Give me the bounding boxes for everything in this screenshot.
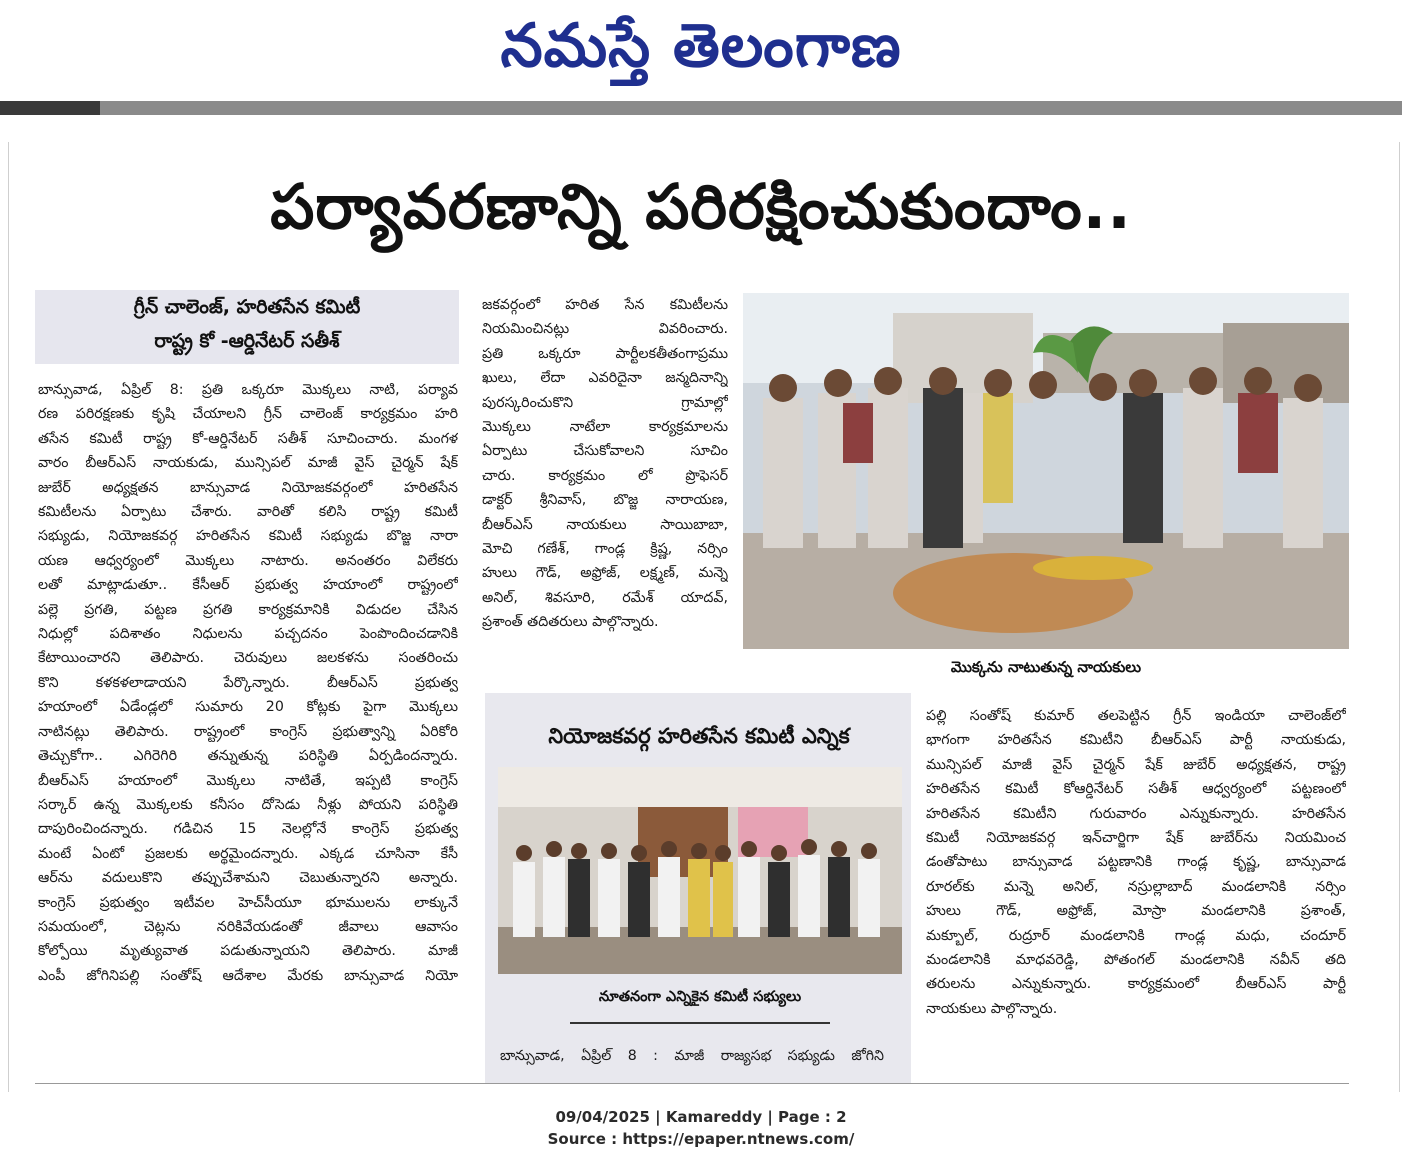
article-column-3 — [926, 704, 1346, 1021]
text-line: ఏర్పాటు చేసుకోవాలని సూచిం — [482, 443, 728, 460]
text-line: హులు గౌడ్, అఫ్రోజ్, లక్ష్మణ్, మన్నె — [482, 565, 728, 582]
text-line: నాటినట్లు తెలిపారు. రాష్ట్రంలో కాంగ్రెస్ ప్రభుత్వాన్ని ఏరికోరి — [38, 723, 458, 740]
text-line: హులు గౌడ్, అఫ్రోజ్, మోస్రా మండలానికి ప్రశాంత్, — [926, 903, 1346, 920]
text-line: కాంగ్రెస్ ప్రభుత్వం ఇటీవల హెచ్‌సీయూ భూములను లాక్కునే — [38, 894, 458, 911]
text-line: మున్సిపల్ మాజీ వైస్ చైర్మన్ షేక్ జుబేర్ అధ్యక్షతన, రాష్ట్ర — [926, 756, 1346, 773]
footer — [0, 1106, 1402, 1150]
text-line: హరితసేన కమిటీ కోఆర్డినేటర్ సతీశ్ ఆధ్వర్యంలో పట్టణంలో — [926, 781, 1346, 798]
masthead-rule-grey — [100, 101, 1402, 115]
text-line: భాగంగా హరితసేన కమిటీని బీఆర్ఎస్ పార్టీ నాయకుడు, — [926, 732, 1346, 749]
text-line: లతో మాట్లాడుతూ.. కేసీఆర్ ప్రభుత్వ హయాంలో రాష్ట్రంలో — [38, 577, 458, 594]
text-line: బీఆర్ఎస్ హయాంలో మొక్కలు నాటితే, ఇప్పటి కాంగ్రెస్ — [38, 772, 458, 789]
text-line: తెచ్చుకోగా.. ఎగిరెగిరి తన్నుతున్న పరిస్థితి ఏర్పడిందన్నారు. — [38, 748, 458, 765]
text-line: కేటాయించారని తెలిపారు. చెరువులు జలకళను సంతరించు — [38, 650, 458, 667]
text-line: కమిటీలను ఏర్పాటు చేశారు. వారితో కలిసి రాష్ట్ర కమిటీ — [38, 504, 458, 521]
text-line: నియమించినట్లు వివరించారు. — [482, 321, 728, 338]
text-line: బీఆర్ఎస్ నాయకులు సాయిబాబా, — [482, 516, 728, 533]
bottom-rule — [35, 1083, 1349, 1084]
masthead-rule-dark — [0, 101, 100, 115]
caption-underline — [570, 1022, 830, 1024]
text-line: డంతోపాటు బాన్సువాడ పట్టణానికి గాండ్ల కృష్ణ, బాన్సువాడ — [926, 854, 1346, 871]
footer-source-link[interactable]: Source : https://epaper.ntnews.com/ — [547, 1130, 855, 1148]
subhead-line-1: గ్రీన్ చాలెంజ్, హరితసేన కమిటీ — [133, 296, 361, 318]
text-line: అనిల్, శివసూరి, రమేశ్ యాదవ్, — [482, 589, 728, 606]
text-line: హరితసేన కమిటీని గురువారం ఎన్నుకున్నారు. హరితసేన — [926, 805, 1346, 822]
section2-title: నియోజకవర్గ హరితసేన కమిటీ ఎన్నిక — [548, 724, 850, 748]
text-line: మండలానికి మాధవరెడ్డి, పోతంగల్ మండలానికి నవీన్ తది — [926, 952, 1346, 969]
text-line: బాన్సువాడ, ఏప్రిల్ 8: ప్రతి ఒక్కరూ మొక్కలు నాటి, పర్యావ — [38, 382, 458, 398]
text-line: దాపురించిందన్నారు. గడిచిన 15 నెలల్లోనే కాంగ్రెస్ ప్రభుత్వ — [38, 821, 458, 838]
text-line: డాక్టర్ శ్రీనివాస్, బొజ్జ నారాయణ, — [482, 492, 728, 509]
text-line: ప్రతి ఒక్కరూ పార్టీలకతీతంగాప్రము — [482, 345, 728, 362]
text-line: సమయంలో, చెట్లను నరికివేయడంతో జీవాలు ఆవాసం — [38, 918, 458, 935]
text-line: రూరల్‌కు మన్నె అనిల్, నస్రుల్లాబాద్ మండలానికి నర్సిం — [926, 878, 1346, 895]
committee-photo-caption: నూతనంగా ఎన్నికైన కమిటీ సభ్యులు — [598, 989, 802, 1005]
text-line: కోల్పోయి మృత్యువాత పడుతున్నాయని తెలిపారు. మాజీ — [38, 943, 458, 960]
article-column-2 — [482, 293, 728, 635]
text-line: ఎంపీ జోగినిపల్లి సంతోష్ ఆదేశాల మేరకు బాన్సువాడ నియో — [38, 967, 458, 984]
text-line: ఆర్‌ను వదులుకొని తప్పుచేశామని చెబుతున్నారని అన్నారు. — [38, 870, 458, 887]
text-line: నాయకులు పాల్గొన్నారు. — [926, 1000, 1058, 1017]
text-line: తసేన కమిటీ రాష్ట్ర కో-ఆర్డినేటర్ సతీశ్ సూచించారు. మంగళ — [38, 430, 458, 447]
text-line: సర్కార్ ఉన్న మొక్కలకు కనీసం దోసెడు నీళ్లు పోయని పరిస్థితి — [38, 796, 458, 813]
text-line: మక్బూల్, రుద్రూర్ మండలానికి గాండ్ల మధు, చందూర్ — [926, 927, 1346, 944]
text-line: ఖులు, లేదా ఎవరిదైనా జన్మదినాన్ని — [482, 370, 728, 387]
text-line: మొక్కలు నాటేలా కార్యక్రమాలను — [482, 419, 728, 436]
text-line: జుబేర్ అధ్యక్షతన బాన్సువాడ నియోజకవర్గంలో హరితసేన — [38, 479, 458, 496]
masthead — [0, 0, 1402, 100]
subhead-box — [35, 290, 459, 364]
text-line: ప్రశాంత్ తదితరులు పాల్గొన్నారు. — [482, 614, 659, 631]
subhead-line-2: రాష్ట్ర కో -ఆర్డినేటర్ సతీశ్ — [154, 330, 340, 352]
text-line: సభ్యుడు, నియోజకవర్గ హరితసేన కమిటీ సభ్యుడు బొజ్జ నారా — [38, 528, 458, 545]
committee-photo — [498, 767, 902, 974]
planting-photo-caption: మొక్కను నాటుతున్న నాయకులు — [950, 658, 1142, 676]
text-line: జకవర్గంలో హరిత సేన కమిటీలను — [482, 297, 728, 313]
planting-photo — [743, 293, 1349, 649]
text-line: నిధుల్లో పదిశాతం నిధులను పచ్చదనం పెంపొందించడానికి — [38, 626, 458, 643]
text-line: పల్లె ప్రగతి, పట్టణ ప్రగతి కార్యక్రమానికి విడుదల చేసిన — [38, 601, 458, 618]
text-line: యణ ఆధ్వర్యంలో మొక్కలు నాటారు. అనంతరం విలేకరు — [38, 552, 458, 569]
text-line: మోచి గణేశ్, గాండ్ల క్రిష్ణ, నర్సిం — [482, 541, 728, 558]
text-line: కమిటీ నియోజకవర్గ ఇన్‌చార్జిగా షేక్ జుబేర్‌ను నియమించ — [926, 830, 1346, 847]
text-line: పల్లి సంతోష్ కుమార్ తలపెట్టిన గ్రీన్ ఇండియా చాలెంజ్‌లో — [926, 708, 1346, 724]
text-line: చారు. కార్యక్రమం లో ప్రొఫెసర్ — [482, 467, 728, 484]
footer-date-page: 09/04/2025 | Kamareddy | Page : 2 — [555, 1108, 847, 1126]
masthead-logo: నమస్తే తెలంగాణ — [500, 11, 902, 81]
text-line: బాన్సువాడ, ఏప్రిల్ 8 : మాజీ రాజ్యసభ సభ్యుడు జోగిని — [500, 1048, 884, 1064]
text-line: కొని కళకళలాడాయని పేర్కొన్నారు. బీఆర్ఎస్ ప్రభుత్వ — [38, 674, 458, 691]
headline: పర్యావరణాన్ని పరిరక్షించుకుందాం.. — [270, 170, 1132, 243]
article-column-1 — [38, 378, 458, 988]
text-line: మంటే ఏంటో ప్రజలకు అర్థమైందన్నారు. ఎక్కడ చూసినా కేసీ — [38, 845, 458, 862]
text-line: వారం బీఆర్ఎస్ నాయకుడు, మున్సిపల్ మాజీ వైస్ చైర్మన్ షేక్ — [38, 455, 458, 472]
text-line: రణ పరిరక్షణకు కృషి చేయాలని గ్రీన్ చాలెంజ్ కార్యక్రమం హరి — [38, 406, 458, 423]
text-line: తరులను ఎన్నుకున్నారు. కార్యక్రమంలో బీఆర్ఎస్ పార్టీ — [926, 976, 1346, 993]
section2-lead — [500, 1044, 884, 1068]
text-line: హయాంలో ఏడేండ్లలో సుమారు 20 కోట్లకు పైగా మొక్కలు — [38, 699, 458, 716]
text-line: పురస్కరించుకొని గ్రామాల్లో — [482, 394, 728, 411]
